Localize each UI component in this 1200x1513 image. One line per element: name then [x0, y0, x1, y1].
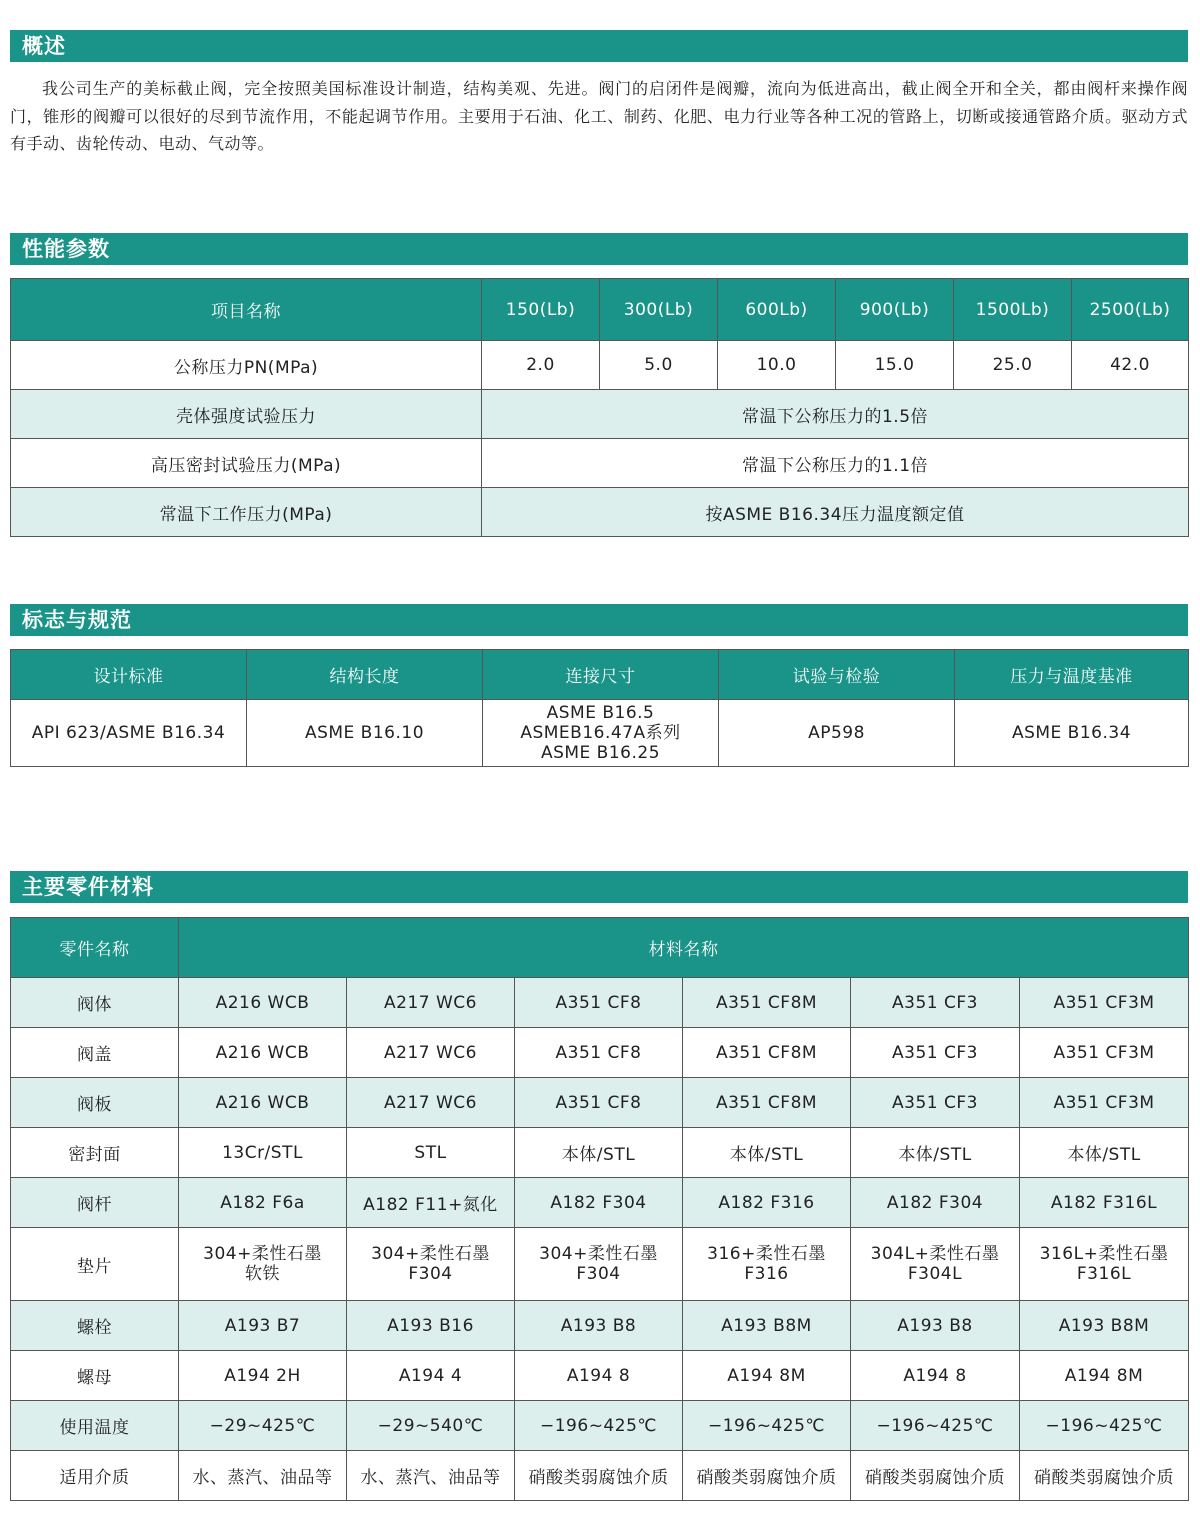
material-cell: A216 WCB [179, 978, 347, 1028]
materials-table [10, 917, 1189, 1501]
row-value: 按ASME B16.34压力温度额定值 [482, 488, 1189, 537]
overview-title: 概述 [10, 30, 1188, 62]
materials-title: 主要零件材料 [10, 871, 1188, 903]
material-cell: A217 WC6 [347, 978, 515, 1028]
material-cell: 硝酸类弱腐蚀介质 [1020, 1451, 1189, 1501]
material-cell: A216 WCB [179, 1028, 347, 1078]
material-cell: STL [347, 1128, 515, 1178]
table-row [11, 1301, 1189, 1351]
table-row [11, 1401, 1189, 1451]
connection-line: ASMEB16.47A系列 [520, 723, 681, 743]
material-cell: 硝酸类弱腐蚀介质 [851, 1451, 1020, 1501]
standards-table [10, 649, 1189, 767]
header-pressure-temp: 压力与温度基准 [955, 650, 1189, 700]
material-line: F316L [1076, 1264, 1132, 1284]
table-row [11, 700, 1189, 767]
header-600lb: 600Lb) [718, 279, 836, 341]
connection-line: ASME B16.5 [546, 703, 655, 723]
material-cell: A351 CF8M [683, 1078, 851, 1128]
part-name: 垫片 [11, 1228, 179, 1301]
material-cell: A351 CF8 [515, 1078, 683, 1128]
material-cell: A351 CF3 [851, 1028, 1020, 1078]
material-cell: 硝酸类弱腐蚀介质 [515, 1451, 683, 1501]
table-row [11, 439, 1189, 488]
header-150lb: 150(Lb) [482, 279, 600, 341]
material-cell: A193 B7 [179, 1301, 347, 1351]
part-name: 适用介质 [11, 1451, 179, 1501]
header-2500lb: 2500(Lb) [1072, 279, 1189, 341]
materials-header-row [11, 918, 1189, 978]
material-line: 304+柔性石墨 [371, 1244, 490, 1264]
table-row [11, 341, 1189, 390]
material-line: 304+柔性石墨 [203, 1244, 322, 1264]
material-line: 304+柔性石墨 [539, 1244, 658, 1264]
material-cell: −196~425℃ [683, 1401, 851, 1451]
table-row [11, 1128, 1189, 1178]
material-cell: A351 CF3 [851, 978, 1020, 1028]
material-cell: A182 F316 [683, 1178, 851, 1228]
material-cell: 13Cr/STL [179, 1128, 347, 1178]
material-cell: A194 8M [1020, 1351, 1189, 1401]
pn-value: 25.0 [954, 341, 1072, 390]
material-cell: A182 F304 [851, 1178, 1020, 1228]
material-cell: −29~540℃ [347, 1401, 515, 1451]
material-cell [515, 1228, 683, 1301]
material-cell: A194 4 [347, 1351, 515, 1401]
header-face-to-face: 结构长度 [247, 650, 483, 700]
header-part-name: 零件名称 [11, 918, 179, 978]
material-cell: 本体/STL [1020, 1128, 1189, 1178]
table-row [11, 1351, 1189, 1401]
standards-header-row [11, 650, 1189, 700]
table-row [11, 488, 1189, 537]
performance-table [10, 278, 1189, 537]
material-cell: A351 CF8 [515, 1028, 683, 1078]
material-cell: A193 B8 [851, 1301, 1020, 1351]
table-row [11, 978, 1189, 1028]
test-inspection-value: AP598 [719, 700, 955, 767]
material-cell: A351 CF3M [1020, 1028, 1189, 1078]
material-cell: A216 WCB [179, 1078, 347, 1128]
standards-title: 标志与规范 [10, 604, 1188, 636]
part-name: 螺栓 [11, 1301, 179, 1351]
material-cell: A351 CF8M [683, 1028, 851, 1078]
material-cell: A351 CF8 [515, 978, 683, 1028]
material-line: F304L [907, 1264, 963, 1284]
row-label: 壳体强度试验压力 [11, 390, 482, 439]
part-name: 阀杆 [11, 1178, 179, 1228]
material-cell: 本体/STL [851, 1128, 1020, 1178]
material-cell: A351 CF3M [1020, 1078, 1189, 1128]
material-cell: −196~425℃ [1020, 1401, 1189, 1451]
material-cell: A182 F6a [179, 1178, 347, 1228]
material-cell: A193 B16 [347, 1301, 515, 1351]
material-line: F304 [576, 1264, 621, 1284]
overview-text: 我公司生产的美标截止阀，完全按照美国标准设计制造，结构美观、先进。阀门的启闭件是阀瓣，流向为低进高出，截止阀全开和全关，都由阀杆来操作阀门，锥形的阀瓣可以很好的尽到节流作用，不能起调节作用。主要用于石油、化工、制药、化肥、电力行业等各种工况的管路上，切断或接通管路介质。驱动方式有手动、齿轮传动、电动、气动等。 [10, 79, 1188, 153]
part-name: 阀体 [11, 978, 179, 1028]
material-cell [851, 1228, 1020, 1301]
table-row [11, 390, 1189, 439]
pressure-temp-value: ASME B16.34 [955, 700, 1189, 767]
material-line: F304 [408, 1264, 453, 1284]
header-900lb: 900(Lb) [836, 279, 954, 341]
material-cell: 本体/STL [515, 1128, 683, 1178]
material-cell: 本体/STL [683, 1128, 851, 1178]
material-line: 304L+柔性石墨 [870, 1244, 1000, 1264]
pn-value: 15.0 [836, 341, 954, 390]
material-cell: 硝酸类弱腐蚀介质 [683, 1451, 851, 1501]
material-line: 软铁 [245, 1264, 280, 1284]
header-connection: 连接尺寸 [483, 650, 719, 700]
material-cell: A194 2H [179, 1351, 347, 1401]
header-1500lb: 1500Lb) [954, 279, 1072, 341]
material-cell: −196~425℃ [515, 1401, 683, 1451]
material-cell: A193 B8M [683, 1301, 851, 1351]
material-cell [683, 1228, 851, 1301]
material-cell [1020, 1228, 1189, 1301]
header-item-name: 项目名称 [11, 279, 482, 341]
material-cell: A194 8M [683, 1351, 851, 1401]
row-value: 常温下公称压力的1.5倍 [482, 390, 1189, 439]
table-row [11, 1178, 1189, 1228]
material-cell [347, 1228, 515, 1301]
part-name: 使用温度 [11, 1401, 179, 1451]
row-label: 公称压力PN(MPa) [11, 341, 482, 390]
material-cell: A193 B8M [1020, 1301, 1189, 1351]
row-value: 常温下公称压力的1.1倍 [482, 439, 1189, 488]
table-row [11, 1451, 1189, 1501]
pn-value: 10.0 [718, 341, 836, 390]
face-to-face-value: ASME B16.10 [247, 700, 483, 767]
pn-value: 5.0 [600, 341, 718, 390]
material-cell: A351 CF3M [1020, 978, 1189, 1028]
part-name: 密封面 [11, 1128, 179, 1178]
connection-value [483, 700, 719, 767]
header-test-inspection: 试验与检验 [719, 650, 955, 700]
header-300lb: 300(Lb) [600, 279, 718, 341]
material-cell [179, 1228, 347, 1301]
material-cell: 水、蒸汽、油品等 [179, 1451, 347, 1501]
part-name: 阀板 [11, 1078, 179, 1128]
material-cell: A217 WC6 [347, 1078, 515, 1128]
material-cell: A351 CF3 [851, 1078, 1020, 1128]
performance-header-row [11, 279, 1189, 341]
material-cell: −29~425℃ [179, 1401, 347, 1451]
material-line: 316L+柔性石墨 [1039, 1244, 1169, 1264]
header-design-standard: 设计标准 [11, 650, 247, 700]
material-cell: A182 F316L [1020, 1178, 1189, 1228]
part-name: 阀盖 [11, 1028, 179, 1078]
material-cell: −196~425℃ [851, 1401, 1020, 1451]
row-label: 常温下工作压力(MPa) [11, 488, 482, 537]
pn-value: 2.0 [482, 341, 600, 390]
material-cell: A182 F11+氮化 [347, 1178, 515, 1228]
material-cell: 水、蒸汽、油品等 [347, 1451, 515, 1501]
material-cell: A351 CF8M [683, 978, 851, 1028]
table-row [11, 1078, 1189, 1128]
table-row [11, 1028, 1189, 1078]
material-cell: A217 WC6 [347, 1028, 515, 1078]
material-cell: A194 8 [515, 1351, 683, 1401]
header-material-name: 材料名称 [179, 918, 1189, 978]
material-line: F316 [744, 1264, 789, 1284]
material-cell: A193 B8 [515, 1301, 683, 1351]
material-line: 316+柔性石墨 [707, 1244, 826, 1264]
pn-value: 42.0 [1072, 341, 1189, 390]
row-label: 高压密封试验压力(MPa) [11, 439, 482, 488]
material-cell: A194 8 [851, 1351, 1020, 1401]
table-row [11, 1228, 1189, 1301]
part-name: 螺母 [11, 1351, 179, 1401]
material-cell: A182 F304 [515, 1178, 683, 1228]
design-standard-value: API 623/ASME B16.34 [11, 700, 247, 767]
performance-title: 性能参数 [10, 233, 1188, 265]
connection-line: ASME B16.25 [540, 743, 661, 763]
